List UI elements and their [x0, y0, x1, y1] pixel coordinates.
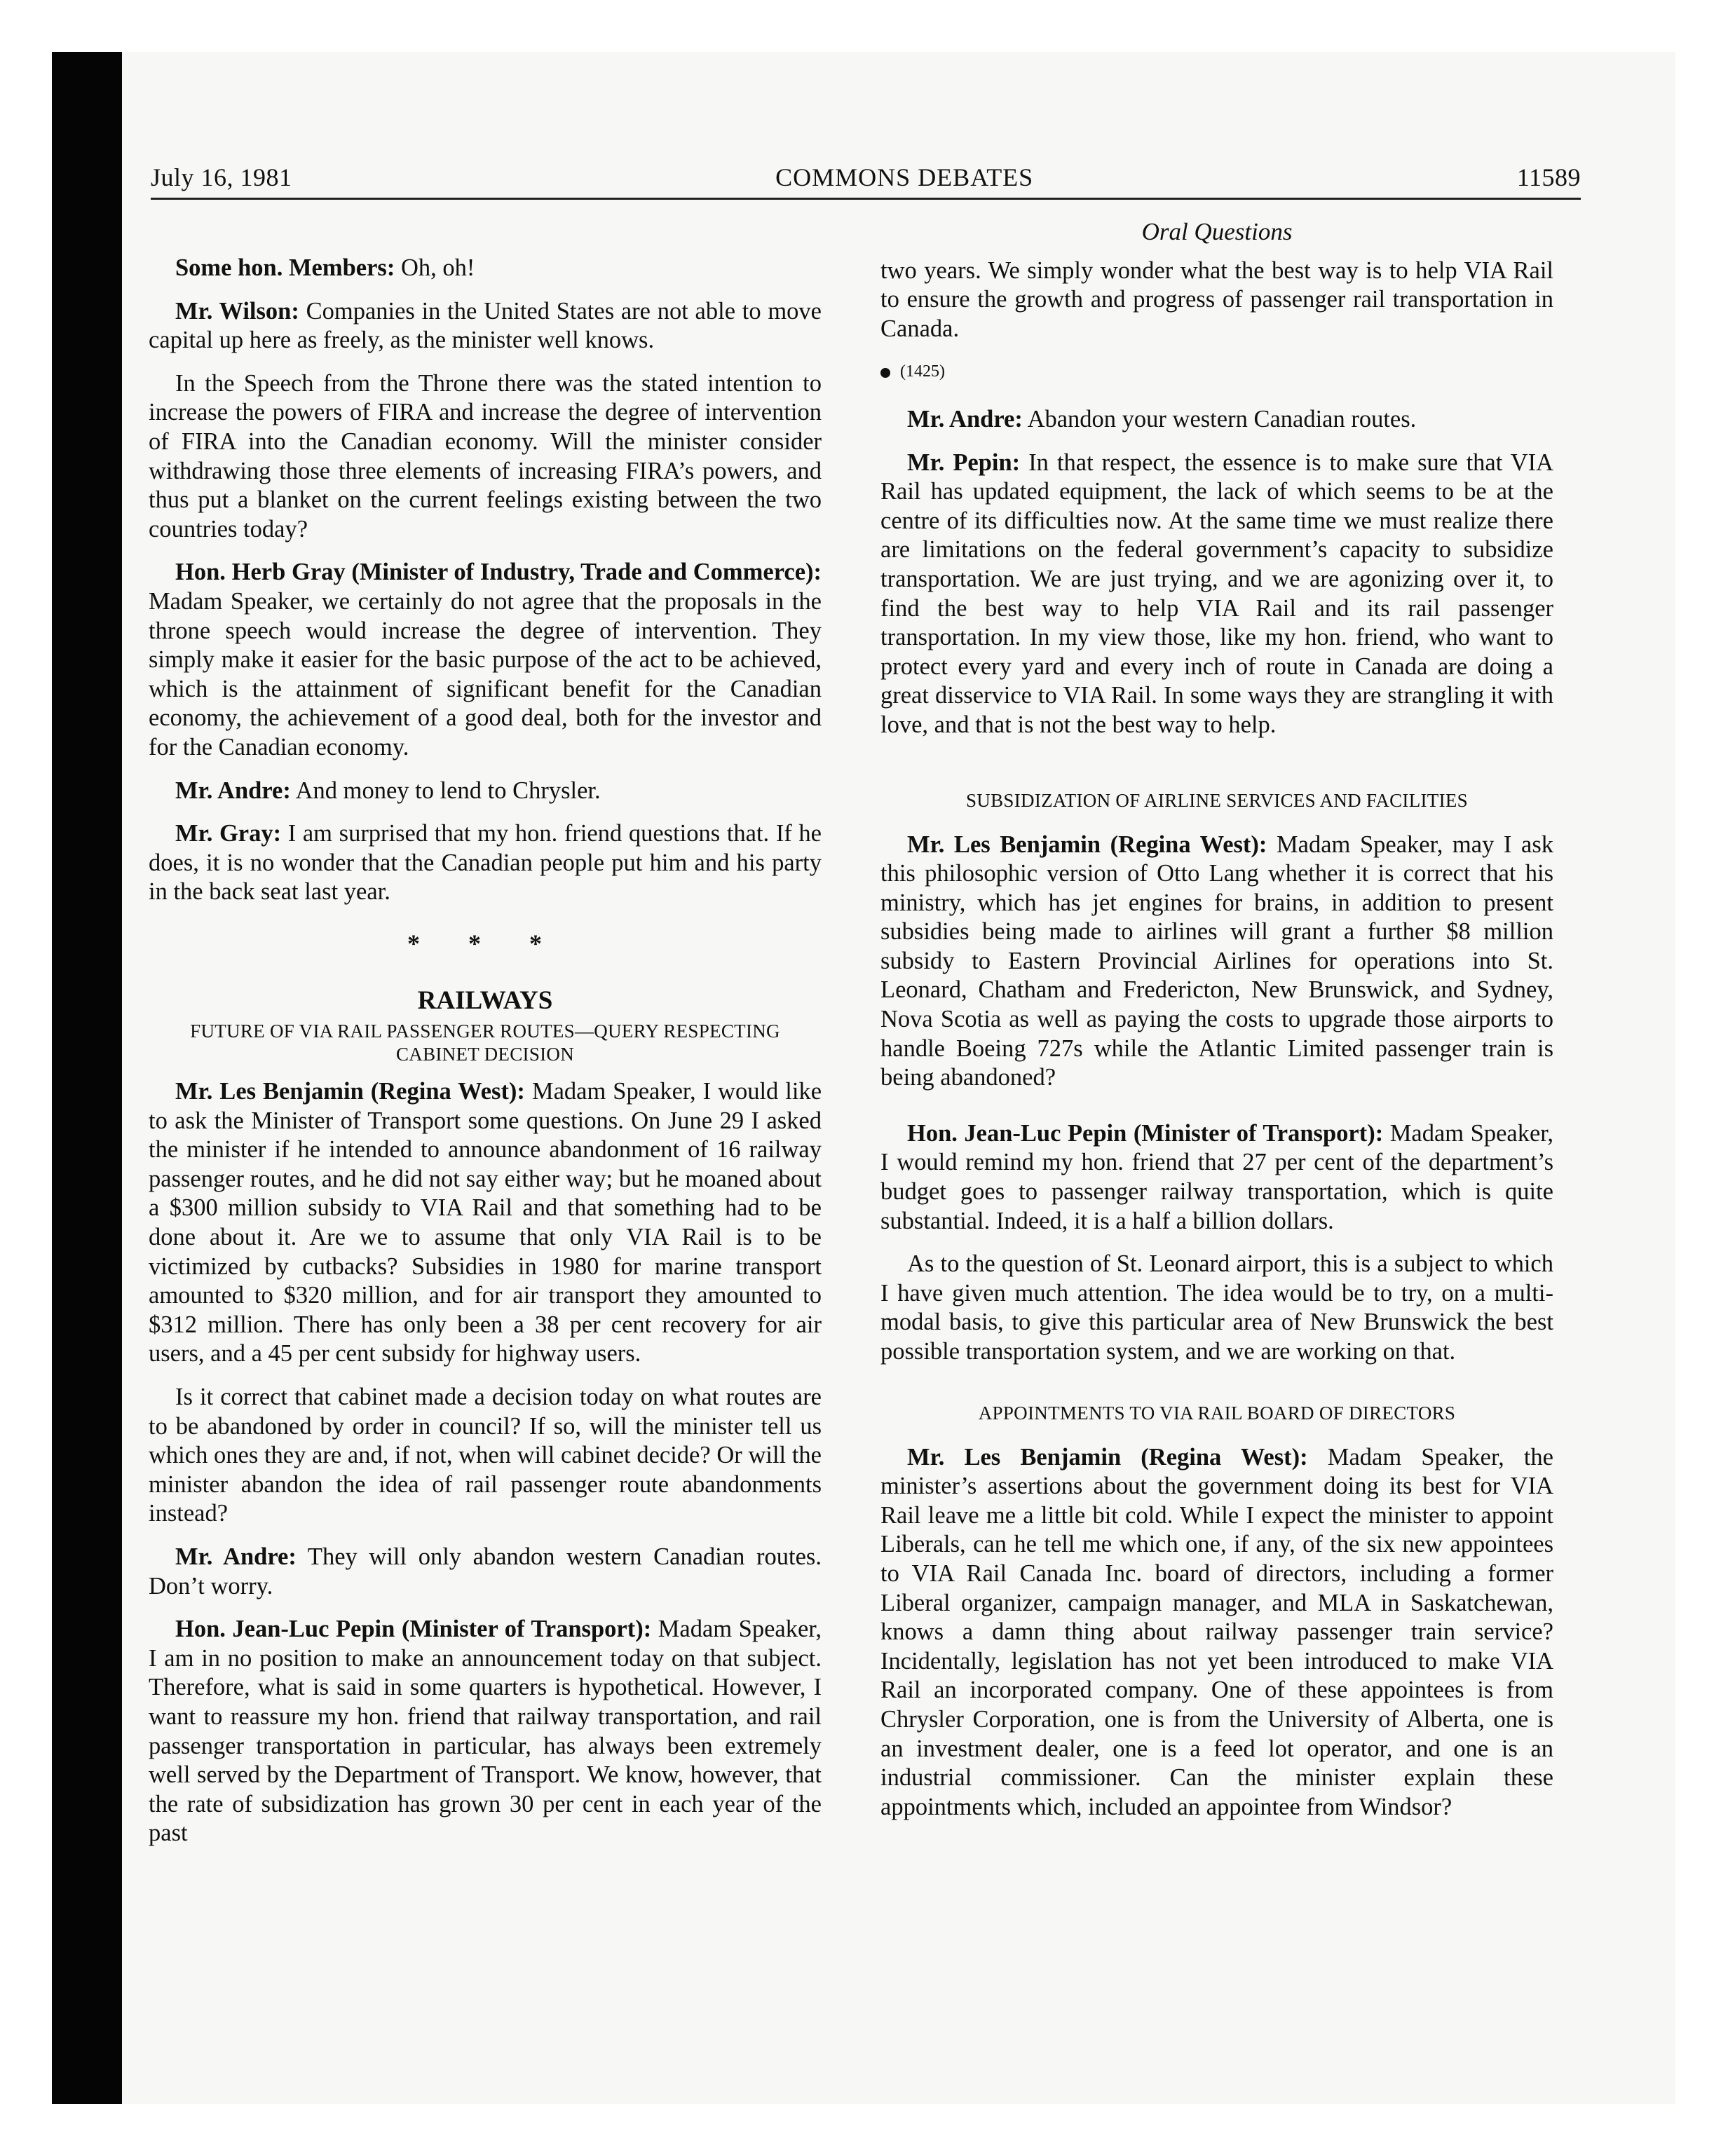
paragraph-text: Abandon your western Canadian routes. — [1022, 405, 1417, 432]
speaker-name: Mr. Andre: — [907, 405, 1023, 432]
speaker-name: Mr. Wilson: — [175, 297, 299, 325]
scan-binding-edge — [52, 52, 122, 2104]
paragraph — [149, 777, 822, 806]
paragraph-text: They will only abandon western Canadian routes. Don’t worry. — [149, 1543, 822, 1599]
paragraph-text: I am surprised that my hon. friend questions that. If he does, it is no wonder that the Canadian people put him and his party in the back seat last year. — [149, 820, 822, 906]
speaker-name: Hon. Jean-Luc Pepin (Minister of Transport): — [907, 1119, 1384, 1147]
speaker-name: Mr. Les Benjamin (Regina West): — [907, 1443, 1308, 1471]
speaker-name: Mr. Andre: — [175, 777, 291, 804]
paragraph — [880, 831, 1553, 1093]
paragraph-text: Madam Speaker, may I ask this philosophic version of Otto Lang whether it is correct that his ministry, which has jet engines for brains, in addition to present subsidies being made to airlines will grant a further $8 million subsidy to Eastern Provincial Airlines for operations into St. Leonard, Chatham and Fredericton, New Brunswick, and Sydney, Nova Scotia as well as paying the costs to upgrade those airports to handle Boeing 727s while the Atlantic Limited passenger train is being abandoned? — [880, 831, 1554, 1091]
speaker-name: Mr. Les Benjamin (Regina West): — [907, 831, 1267, 858]
paragraph-text: Madam Speaker, I would remind my hon. friend that 27 per cent of the department’s budget goes to passenger railway transportation, which is quite substantial. Indeed, it is a half a billion dollars. — [880, 1119, 1553, 1234]
section-subtitle: FUTURE OF VIA RAIL PASSENGER ROUTES—QUERY RESPECTING CABINET DECISION — [190, 1021, 780, 1065]
paragraph — [880, 1119, 1553, 1236]
paragraph — [149, 558, 822, 762]
speaker-name: Mr. Andre: — [175, 1543, 297, 1570]
header-date: July 16, 1981 — [151, 163, 292, 191]
speaker-name: Hon. Herb Gray (Minister of Industry, Trade and Commerce): — [175, 559, 822, 586]
paragraph-text: In the Speech from the Throne there was the stated intention to increase the powers of FIRA and increase the degree of intervention of FIRA into the Canadian economy. Will the minister consider withdrawing those three elements of increasing FIRA’s powers, and thus put a blanket on the current feelings existing between the two countries today? — [149, 369, 822, 543]
paragraph — [149, 254, 822, 283]
time-marker — [880, 357, 1553, 387]
paragraph — [149, 1383, 822, 1529]
paragraph — [880, 449, 1553, 740]
paragraph-text: two years. We simply wonder what the best way is to help VIA Rail to ensure the growth and progress of passenger rail transportation in Canada. — [880, 257, 1553, 342]
paragraph — [880, 405, 1553, 435]
header-title: COMMONS DEBATES — [775, 163, 1034, 191]
paragraph — [880, 257, 1553, 344]
header-rule — [151, 198, 1581, 200]
column-subheading: Oral Questions — [1141, 218, 1293, 245]
speaker-name: Mr. Pepin: — [907, 449, 1021, 476]
right-column — [880, 217, 1553, 1836]
paragraph — [149, 1543, 822, 1601]
paragraph-text: Madam Speaker, I am in no position to make an announcement today on that subject. Therefore, what is said in some quarters is hypothetical. However, I want to reassure my hon. friend that railway transportation, and rail passenger transportation in particular, has always been extremely well served by the Department of Transport. We know, however, that the rate of subsidization has grown 30 per cent in each year of the past — [149, 1616, 822, 1847]
paragraph-text: Companies in the United States are not able to move capital up here as freely, as the minister well knows. — [149, 297, 822, 354]
paragraph — [149, 297, 822, 355]
paragraph — [880, 1443, 1553, 1822]
speaker-name: Hon. Jean-Luc Pepin (Minister of Transport): — [175, 1616, 652, 1643]
section-separator: * * * — [407, 929, 563, 957]
section-title: RAILWAYS — [417, 986, 553, 1016]
time-marker-text: (1425) — [900, 362, 945, 381]
paragraph — [149, 819, 822, 907]
paragraph — [880, 1250, 1553, 1366]
speaker-name: Mr. Les Benjamin (Regina West): — [175, 1078, 525, 1105]
paragraph-text: Oh, oh! — [395, 254, 475, 281]
speaker-name: Mr. Gray: — [175, 820, 282, 847]
paragraph-text: Madam Speaker, we certainly do not agree that the proposals in the throne speech would increase the degree of intervention. They simply make it easier for the basic purpose of the act to be achieved, which is the attainment of significant benefit for the Canadian economy, the achievement of a good deal, both for the investor and for the Canadian economy. — [149, 587, 822, 760]
paragraph — [149, 1615, 822, 1848]
bullet-icon — [880, 368, 890, 378]
speaker-name: Some hon. Members: — [175, 254, 395, 281]
paragraph-text: And money to lend to Chrysler. — [290, 777, 601, 804]
subsection-heading: SUBSIDIZATION OF AIRLINE SERVICES AND FACILITIES — [965, 789, 1468, 811]
paragraph-text: Is it correct that cabinet made a decision today on what routes are to be abandoned by order in council? If so, will the minister tell us which ones they are and, if not, when will cabinet decide? Or will the minister abandon the idea of rail passenger route abandonments instead? — [149, 1384, 822, 1527]
paragraph-text: Madam Speaker, I would like to ask the Minister of Transport some questions. On June 29 I asked the minister if he intended to announce abandonment of 16 railway passenger routes, and he did not say either way; but he moaned about a $300 million subsidy to VIA Rail and that something had to be done about it. Are we to assume that only VIA Rail is to be victimized by cutbacks? Subsidies in 1980 for marine transport amounted to $320 million, and for air transport they amounted to $312 million. There has only been a 38 per cent recovery for air users, and a 45 per cent subsidy for highway users. — [149, 1078, 822, 1367]
header-page-number: 11589 — [1516, 163, 1581, 191]
subsection-heading: APPOINTMENTS TO VIA RAIL BOARD OF DIRECTORS — [978, 1402, 1456, 1424]
running-header — [151, 163, 1581, 192]
paragraph-text: Madam Speaker, the minister’s assertions about the government doing its best for VIA Rail leave me a little bit cold. While I expect the minister to appoint Liberals, can he tell me which one, if any, of the six new appointees to VIA Rail Canada Inc. board of directors, including a former Liberal organizer, campaign manager, and MLA in Saskatchewan, knows a damn thing about railway passenger train service? Incidentally, legislation has not yet been introduced to make VIA Rail an incorporated company. One of these appointees is from Chrysler Corporation, one is from the University of Alberta, one is an investment dealer, one is a feed lot operator, and one is an industrial commissioner. Can the minister explain these appointments which, included an appointee from Windsor? — [880, 1443, 1553, 1820]
paragraph-text: In that respect, the essence is to make sure that VIA Rail has updated equipment, the lack of which seems to be at the centre of its difficulties now. At the same time we must realize there are limitations on the federal government’s capacity to subsidize transportation. We are just trying, and we are agonizing over it, to find the best way to help VIA Rail and its rail passenger transportation. In my view those, like my hon. friend, who want to protect every yard and every inch of route in Canada are doing a great disservice to VIA Rail. In some ways they are strangling it with love, and that is not the best way to help. — [880, 449, 1554, 738]
paragraph — [149, 369, 822, 545]
paragraph — [149, 1077, 822, 1369]
left-column — [149, 254, 822, 1862]
paragraph-text: As to the question of St. Leonard airport, this is a subject to which I have given much attention. The idea would be to try, on a multi-modal basis, to give this particular area of New Brunswick the best possible transportation system, and we are working on that. — [880, 1250, 1553, 1365]
